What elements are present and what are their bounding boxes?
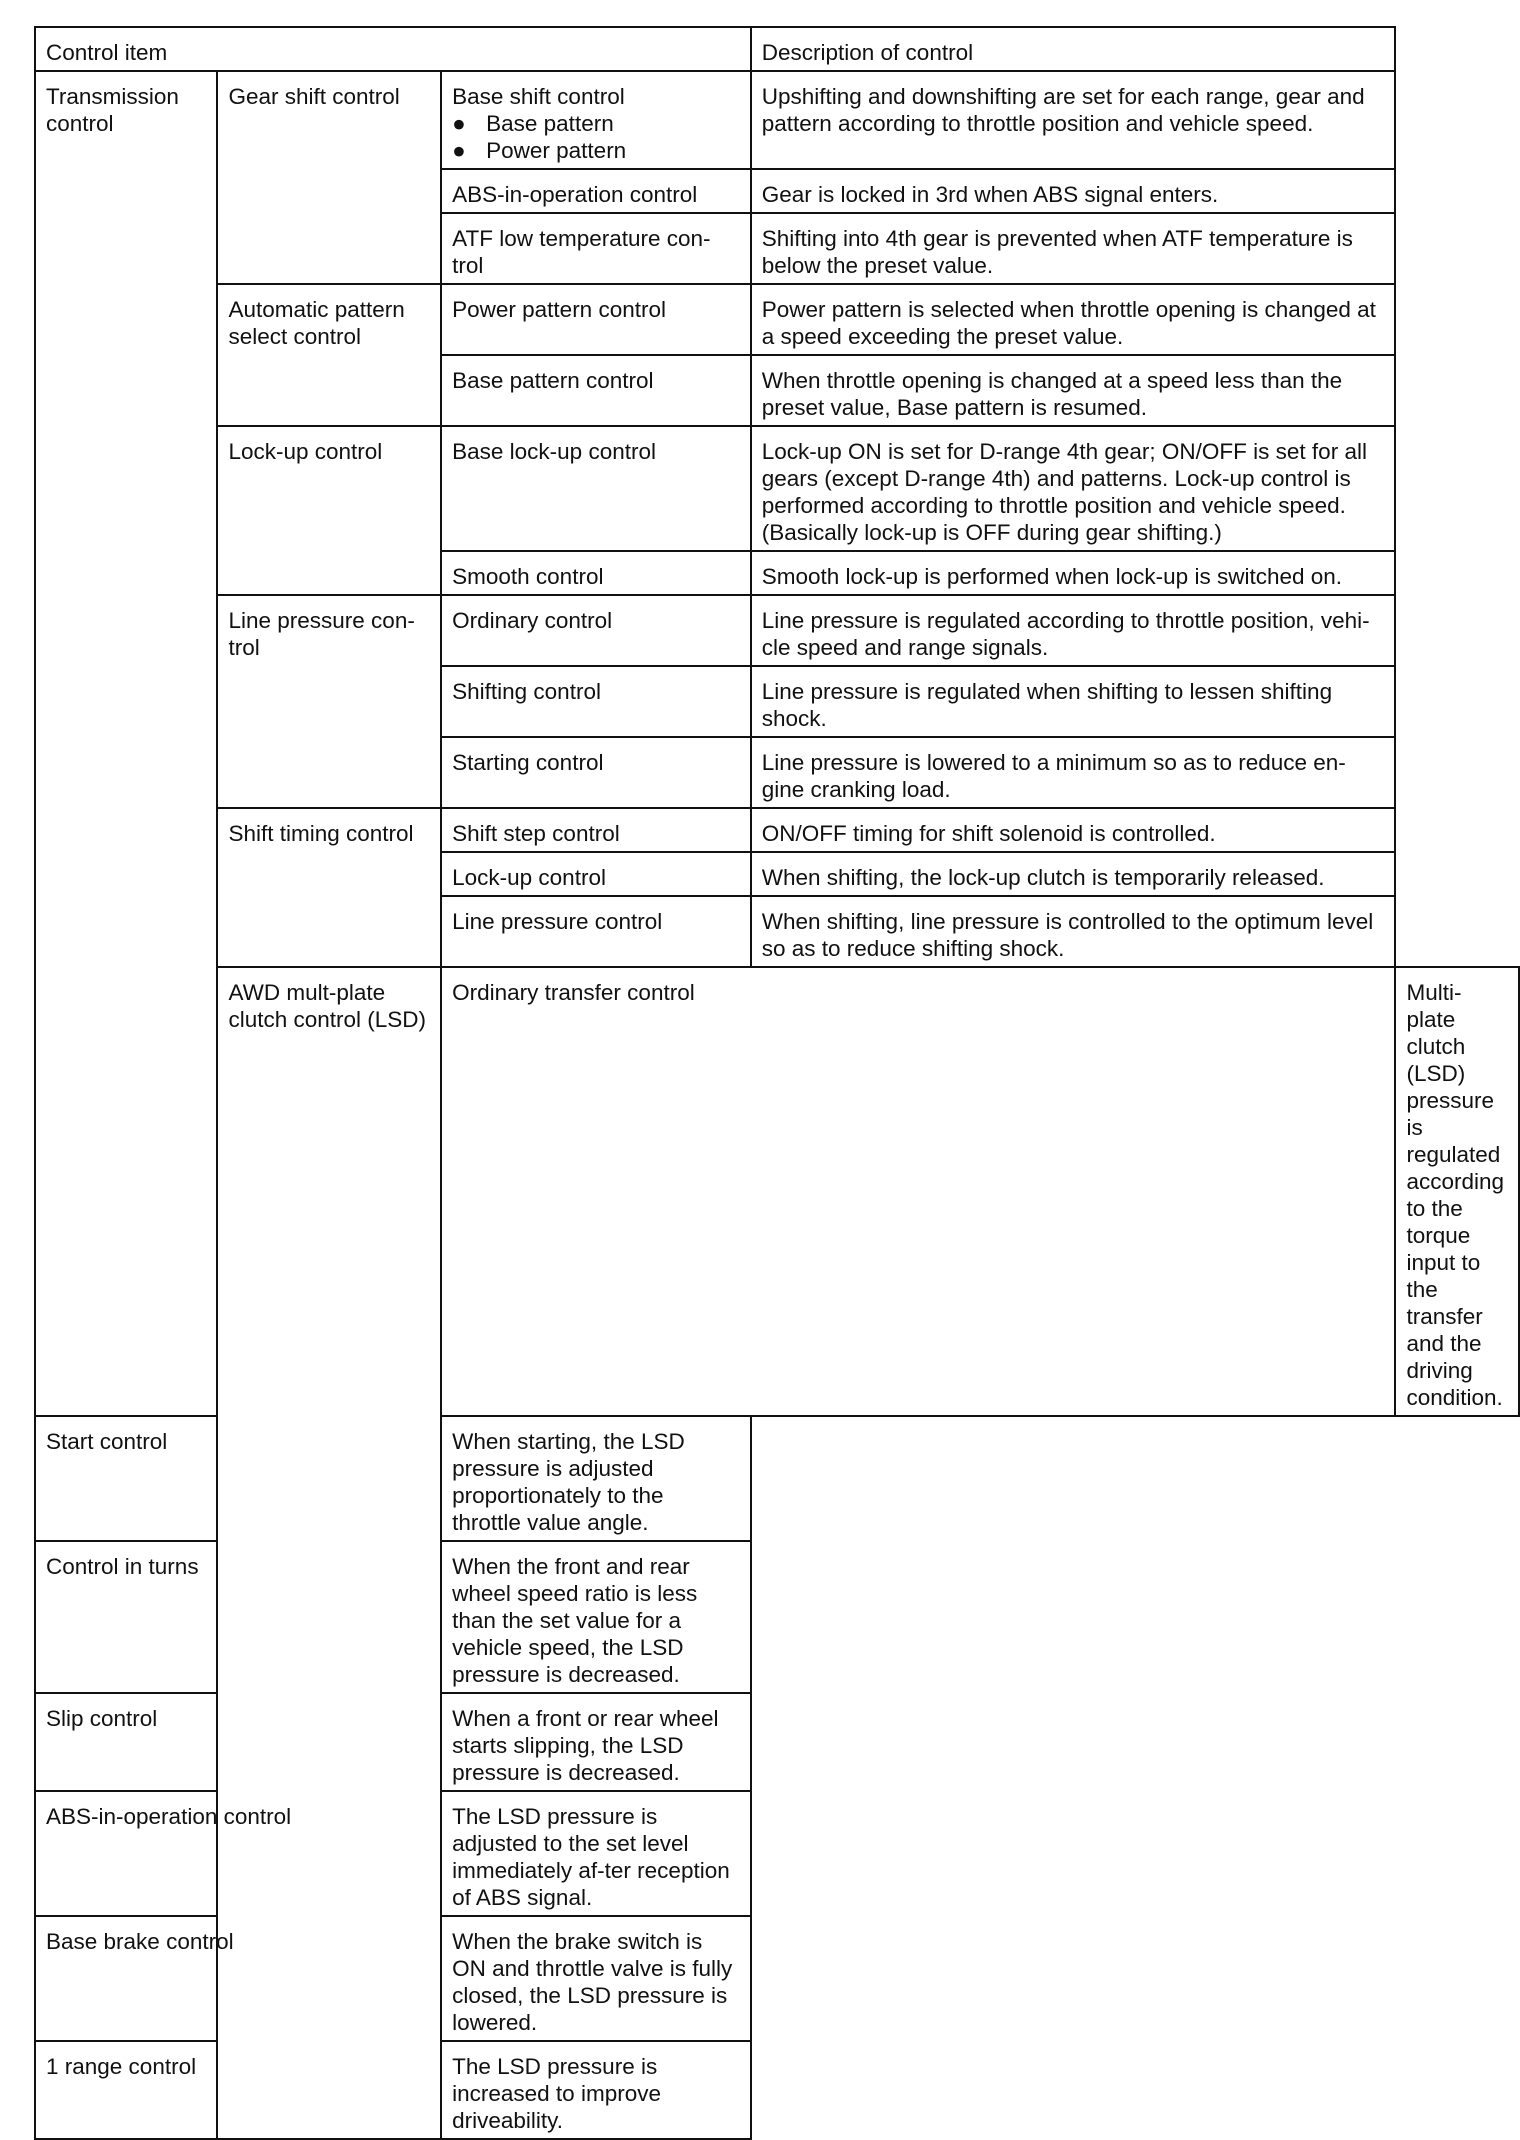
description-cell: When shifting, the lock-up clutch is temporarily released. <box>751 852 1396 896</box>
item-label: Base shift control <box>452 84 625 109</box>
item-cell: Ordinary control <box>441 595 751 666</box>
group-shift-timing: Shift timing control <box>217 808 441 967</box>
description-cell: Smooth lock-up is performed when lock-up is switched on. <box>751 551 1396 595</box>
table-row <box>35 595 1519 666</box>
description-cell: When a front or rear wheel starts slipping, the LSD pressure is decreased. <box>441 1693 751 1791</box>
item-cell: ABS-in-operation control <box>441 169 751 213</box>
description-cell: Line pressure is regulated when shifting to lessen shifting shock. <box>751 666 1396 737</box>
table-row <box>35 967 1519 1416</box>
description-cell: ON/OFF timing for shift solenoid is controlled. <box>751 808 1396 852</box>
table-row <box>35 426 1519 551</box>
description-cell: When the brake switch is ON and throttle valve is fully closed, the LSD pressure is lowered. <box>441 1916 751 2041</box>
description-cell: When starting, the LSD pressure is adjusted proportionately to the throttle value angle. <box>441 1416 751 1541</box>
item-cell: ABS-in-operation control <box>35 1791 441 1916</box>
description-cell: When the front and rear wheel speed ratio is less than the set value for a vehicle speed, the LSD pressure is decreased. <box>441 1541 751 1693</box>
group-lock-up: Lock-up control <box>217 426 441 595</box>
control-table <box>34 26 1520 2140</box>
description-cell: Shifting into 4th gear is prevented when ATF temperature is below the preset value. <box>751 213 1396 284</box>
group-gear-shift: Gear shift control <box>217 71 441 284</box>
item-cell: Start control <box>35 1416 441 1541</box>
header-control-item: Control item <box>35 27 751 71</box>
bullet-icon: ● <box>452 138 466 163</box>
item-cell: ATF low temperature con-trol <box>441 213 751 284</box>
description-cell: Line pressure is lowered to a minimum so as to reduce en-gine cranking load. <box>751 737 1396 808</box>
description-cell: Line pressure is regulated according to throttle position, vehi-cle speed and range signals. <box>751 595 1396 666</box>
table-row <box>35 1791 1519 1916</box>
bullet-icon: ● <box>452 111 466 136</box>
item-cell: Shift step control <box>441 808 751 852</box>
item-cell: Base brake control <box>35 1916 441 2041</box>
description-cell: Lock-up ON is set for D-range 4th gear; ON/OFF is set for all gears (except D-range 4th) and patterns. Lock-up control is performed according to throttle position and vehicle speed. (Basically lock-up is OFF during gear shifting.) <box>751 426 1396 551</box>
item-cell: Lock-up control <box>441 852 751 896</box>
item-cell: Starting control <box>441 737 751 808</box>
table-row <box>35 284 1519 355</box>
category-transmission: Transmission control <box>35 71 217 1416</box>
table-row <box>35 808 1519 852</box>
description-cell: Gear is locked in 3rd when ABS signal enters. <box>751 169 1396 213</box>
description-cell: Multi-plate clutch (LSD) pressure is regulated according to the torque input to the transfer and the driving condition. <box>1395 967 1519 1416</box>
bullet-text: Power pattern <box>486 138 627 163</box>
item-cell: Base pattern control <box>441 355 751 426</box>
list-item <box>452 110 740 137</box>
group-automatic-pattern: Automatic pattern select control <box>217 284 441 426</box>
table-row <box>35 2041 1519 2139</box>
item-cell: Base lock-up control <box>441 426 751 551</box>
header-description: Description of control <box>751 27 1396 71</box>
item-cell: Control in turns <box>35 1541 441 1693</box>
item-cell: Ordinary transfer control <box>441 967 1395 1416</box>
table-row <box>35 1693 1519 1791</box>
description-cell: Power pattern is selected when throttle opening is changed at a speed exceeding the preset value. <box>751 284 1396 355</box>
item-cell: Line pressure control <box>441 896 751 967</box>
list-item <box>452 137 740 164</box>
table-row <box>35 1916 1519 2041</box>
item-cell: Power pattern control <box>441 284 751 355</box>
description-cell: Upshifting and downshifting are set for each range, gear and pattern according to throttle position and vehicle speed. <box>751 71 1396 169</box>
table-header-row <box>35 27 1519 71</box>
item-cell <box>441 71 751 169</box>
bullet-text: Base pattern <box>486 111 614 136</box>
description-cell: The LSD pressure is increased to improve driveability. <box>441 2041 751 2139</box>
item-cell: Slip control <box>35 1693 441 1791</box>
item-cell: Smooth control <box>441 551 751 595</box>
description-cell: When throttle opening is changed at a speed less than the preset value, Base pattern is resumed. <box>751 355 1396 426</box>
item-cell: Shifting control <box>441 666 751 737</box>
table-row <box>35 1416 1519 1541</box>
description-cell: The LSD pressure is adjusted to the set level immediately af-ter reception of ABS signal. <box>441 1791 751 1916</box>
category-awd: AWD mult-plate clutch control (LSD) <box>217 967 441 2139</box>
description-cell: When shifting, line pressure is controlled to the optimum level so as to reduce shifting shock. <box>751 896 1396 967</box>
table-row <box>35 71 1519 169</box>
table-row <box>35 1541 1519 1693</box>
group-line-pressure: Line pressure con-trol <box>217 595 441 808</box>
item-cell: 1 range control <box>35 2041 441 2139</box>
